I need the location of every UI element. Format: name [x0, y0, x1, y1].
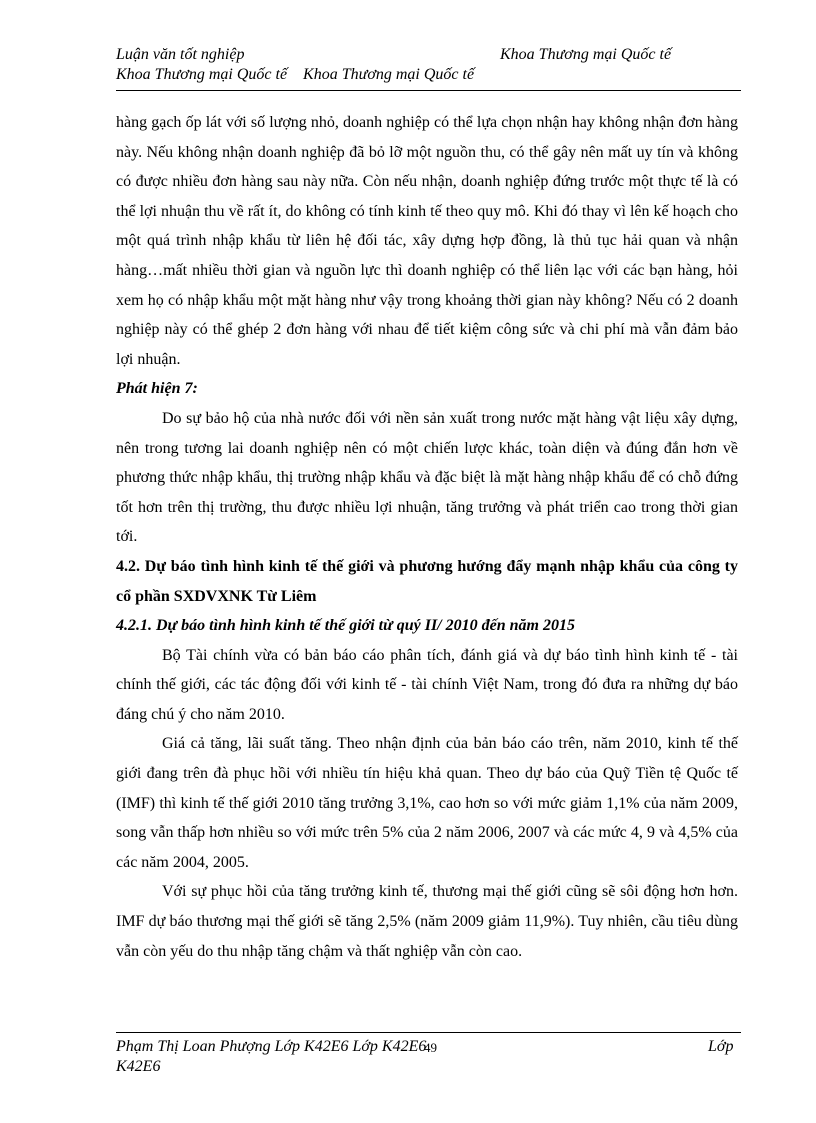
- header-rule: [116, 90, 741, 91]
- paragraph-5: Với sự phục hồi của tăng trưởng kinh tế, thương mại thế giới cũng sẽ sôi động hơn hơn. IMF dự báo thương mại thế giới sẽ tăng 2,5% (năm 2009 giảm 11,9%). Tuy nhiên, cầu tiêu dùng vẫn còn yếu do thu nhập tăng chậm và thất nghiệp vẫn còn cao.: [116, 883, 738, 960]
- subsection-heading: 4.2.1. Dự báo tình hình kinh tế thế giới từ quý II/ 2010 đến năm 2015: [116, 617, 575, 635]
- finding-7-heading: Phát hiện 7:: [116, 380, 198, 398]
- header-right: Khoa Thương mại Quốc tế: [500, 46, 672, 63]
- footer-right: Lớp: [708, 1038, 734, 1055]
- header-left: Luận văn tốt nghiệp: [116, 46, 245, 63]
- footer-left: Phạm Thị Loan Phượng Lớp K42E6 Lớp K42E6: [116, 1038, 427, 1055]
- footer-rule: [116, 1032, 741, 1033]
- paragraph-1: hàng gạch ốp lát với số lượng nhỏ, doanh nghiệp có thể lựa chọn nhận hay không nhận đơn hàng này. Nếu không nhận doanh nghiệp đã bỏ lỡ một nguồn thu, có thể gây nên mất uy tín và không có được nhiều đơn hàng sau này nữa. Còn nếu nhận, doanh nghiệp đứng trước một thực tế là có thể lợi nhuận thu về rất ít, do không có tính kinh tế theo quy mô. Khi đó thay vì lên kế hoạch cho một quá trình nhập khẩu từ liên hệ đối tác, xây dựng hợp đồng, là thủ tục hải quan và nhận hàng…mất nhiều thời gian và nguồn lực thì doanh nghiệp có thể liên lạc với các bạn hàng, hỏi xem họ có nhập khẩu một mặt hàng như vậy trong khoảng thời gian này không? Nếu có 2 doanh nghiệp này có thể ghép 2 đơn hàng với nhau để tiết kiệm công sức và chi phí mà vẫn đảm bảo lợi nhuận.: [116, 114, 738, 368]
- page-body: [116, 108, 738, 966]
- page-number: 49: [424, 1040, 437, 1055]
- paragraph-2: Do sự bảo hộ của nhà nước đối với nền sản xuất trong nước mặt hàng vật liệu xây dựng, nên trong tương lai doanh nghiệp nên có một chiến lược khác, toàn diện và đúng đắn hơn về phương thức nhập khẩu, thị trường nhập khẩu và đặc biệt là mặt hàng nhập khẩu để có chỗ đứng tốt hơn trên thị trường, thu được nhiều lợi nhuận, tăng trưởng và phát triển cao trong thời gian tới.: [116, 409, 738, 546]
- header-line2: Khoa Thương mại Quốc tế Khoa Thương mại Quốc tế: [116, 66, 475, 83]
- section-heading: 4.2. Dự báo tình hình kinh tế thế giới và phương hướng đẩy mạnh nhập khẩu của công ty cổ phần SXDVXNK Từ Liêm: [116, 557, 738, 605]
- footer-line2: K42E6: [116, 1058, 161, 1075]
- paragraph-4: Giá cả tăng, lãi suất tăng. Theo nhận định của bản báo cáo trên, năm 2010, kinh tế thế giới đang trên đà phục hồi với nhiều tín hiệu khả quan. Theo dự báo của Quỹ Tiền tệ Quốc tế (IMF) thì kinh tế thế giới 2010 tăng trưởng 3,1%, cao hơn so với mức giảm 1,1% của năm 2009, song vẫn thấp hơn nhiều so với mức trên 5% của 2 năm 2006, 2007 và các mức 4, 9 và 4,5% của các năm 2004, 2005.: [116, 735, 738, 871]
- paragraph-3: Bộ Tài chính vừa có bản báo cáo phân tích, đánh giá và dự báo tình hình kinh tế - tài chính thế giới, các tác động đối với kinh tế - tài chính Việt Nam, trong đó đưa ra những dự báo đáng chú ý cho năm 2010.: [116, 646, 738, 723]
